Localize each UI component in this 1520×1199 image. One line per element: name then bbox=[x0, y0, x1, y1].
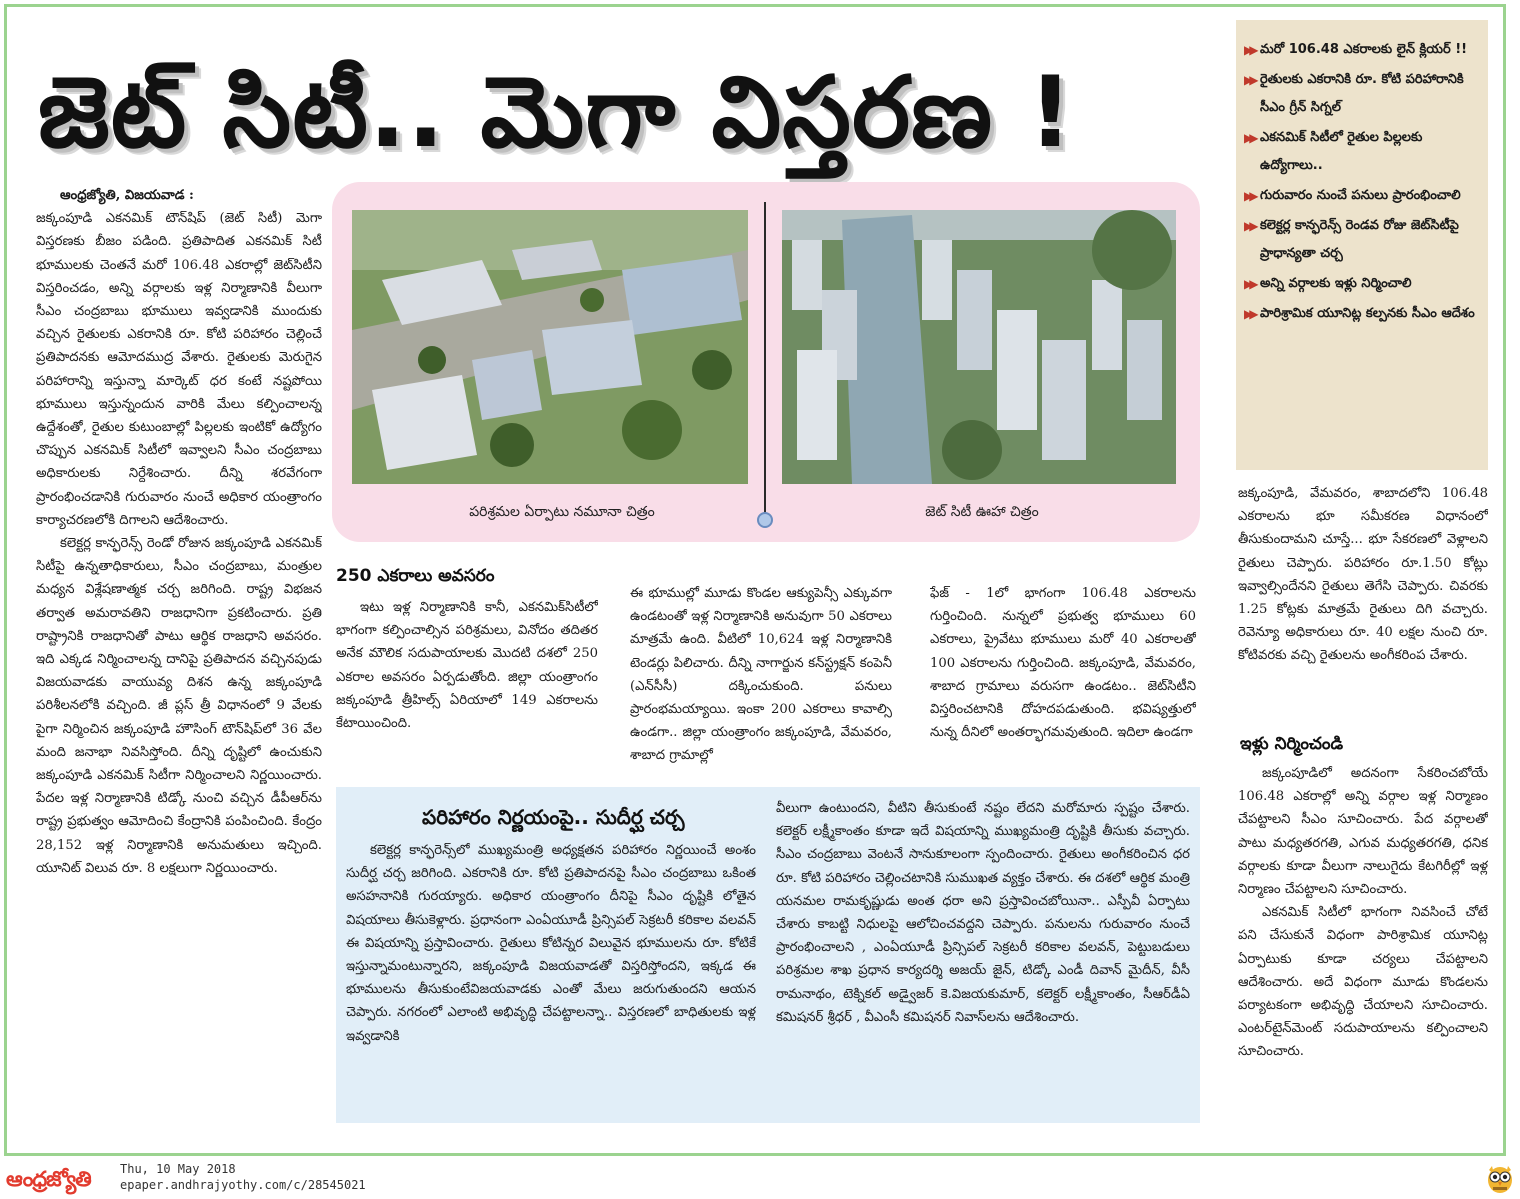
double-arrow-icon: ▶▶ bbox=[1244, 73, 1255, 87]
article-column-5b bbox=[1238, 762, 1488, 1134]
divider-dot bbox=[757, 512, 773, 528]
article-column-1 bbox=[36, 184, 322, 1120]
double-arrow-icon: ▶▶ bbox=[1244, 277, 1255, 291]
highlight-item: ▶▶ మరో 106.48 ఎకరాలకు లైన్ క్లియర్ !! bbox=[1260, 36, 1478, 64]
double-arrow-icon: ▶▶ bbox=[1244, 307, 1255, 321]
footer bbox=[0, 1158, 1520, 1199]
box-column-left bbox=[346, 839, 756, 1119]
highlight-item: ▶▶ ఎకనమిక్ సిటీలో రైతుల పిల్లలకు ఉద్యోగాలు.. bbox=[1260, 124, 1478, 180]
section-subhead: 250 ఎకరాలు అవసరం bbox=[336, 566, 495, 586]
jet-city-render-image bbox=[782, 210, 1176, 484]
box-title: పరిహారం నిర్ణయంపై.. సుదీర్ఘ చర్చ bbox=[422, 805, 685, 829]
article-column-3 bbox=[630, 582, 892, 782]
article-paragraph: జక్కంపూడిలో అదనంగా సేకరించబోయే 106.48 ఎకరాల్లో అన్ని వర్గాల ఇళ్ల నిర్మాణం చేపట్టాలని సీఎం సూచించారు. పేద వర్గాలతో పాటు మధ్యతరగతి, ఎగువ మధ్యతరగతి, ధనిక వర్గాలకు కూడా వీలుగా నాలుగైదు కేటగిరీల్లో ఇళ్ల నిర్మాణం చేపట్టాలని సూచించారు. bbox=[1238, 766, 1488, 898]
highlights-list bbox=[1244, 36, 1478, 328]
industrial-model-image bbox=[352, 210, 748, 484]
article-paragraph: జక్కంపూడి ఎకనమిక్ టౌన్‌షిప్ (జెట్ సిటీ) మెగా విస్తరణకు బీజం పడింది. ప్రతిపాదిత ఎకనమిక్ సిటీ భూములకు చెంతనే మరో 106.48 ఎకరాల్లో జెట్‌సిటీని విస్తరించడం, అన్ని వర్గాలకు ఇళ్ల నిర్మాణానికి వీలుగా సీఎం చంద్రబాబు భూములు ఇవ్వడానికి ముందుకు వచ్చిన రైతులకు ఎకరానికి రూ. కోటి పరిహారం చెల్లించే ప్రతిపాదనకు ఆమోదముద్ర వేశారు. రైతులకు మెరుగైన పరిహారాన్ని ఇస్తున్నా మార్కెట్ ధర కంటే నష్టపోయి భూములు ఇస్తున్నందున వారికి మేలు కల్పించాలన్న ఉద్దేశంతో, రైతుల కుటుంబాల్లో పిల్లలకు ఇంటికో ఉద్యోగం చొప్పున ఎకనమిక్ సిటీలో ఇవ్వాలని సీఎం చంద్రబాబు అధికారులకు నిర్దేశించారు. దీన్ని శరవేగంగా ప్రారంభించడానికి గురువారం నుంచే అధికార యంత్రాంగం కార్యాచరణలోకి దిగాలని ఆదేశించారు. bbox=[36, 211, 322, 528]
article-column-5 bbox=[1238, 482, 1488, 722]
epaper-link[interactable]: epaper.andhrajyothy.com/c/28545021 bbox=[120, 1178, 366, 1192]
highlight-item: ▶▶ గురువారం నుంచే పనులు ప్రారంభించాలి bbox=[1260, 182, 1478, 210]
headline: జెట్ సిటీ.. మెగా విస్తరణ ! bbox=[38, 56, 1074, 170]
left-photo-caption: పరిశ్రమల ఏర్పాటు నమూనా చిత్రం bbox=[469, 504, 655, 520]
column5-subhead: ఇళ్లు నిర్మించండి bbox=[1240, 734, 1344, 754]
highlight-item: ▶▶ కలెక్టర్ల కాన్ఫరెన్స్ రెండవ రోజు జెట్‌సిటీపై ప్రాధాన్యతా చర్చ bbox=[1260, 212, 1478, 268]
highlight-item: ▶▶ అన్ని వర్గాలకు ఇళ్లు నిర్మించాలి bbox=[1260, 270, 1478, 298]
article-paragraph: ఇటు ఇళ్ల నిర్మాణానికి కానీ, ఎకనమిక్‌సిటీలో భాగంగా కల్పించాల్సిన పరిశ్రమలు, వినోదం తదితర అనేక మౌలిక సదుపాయాలకు మొదటి దశలో 250 ఎకరాల అవసరం ఏర్పడుతోంది. జిల్లా యంత్రాంగం జక్కంపూడి త్రీహిల్స్ ఏరియాలో 149 ఎకరాలను కేటాయించింది. bbox=[336, 600, 598, 732]
highlight-item: ▶▶ పారిశ్రామిక యూనిట్ల కల్పనకు సీఎం ఆదేశం bbox=[1260, 300, 1478, 328]
byline: ఆంధ్రజ్యోతి, విజయవాడ : bbox=[60, 188, 194, 203]
right-photo-caption: జెట్ సిటీ ఊహా చిత్రం bbox=[925, 504, 1039, 520]
article-paragraph: ఈ భూముల్లో మూడు కొండల ఆక్యుపెన్సీ ఎక్కువగా ఉండటంతో ఇళ్ల నిర్మాణానికి అనువుగా 50 ఎకరాలు మాత్రమే ఉంది. వీటిలో 10,624 ఇళ్ల నిర్మాణానికి టెండర్లు పిలిచారు. దీన్ని నాగార్జున కన్‌స్ట్రక్షన్ కంపెనీ (ఎన్‌సీసీ) దక్కించుకుంది. పనులు ప్రారంభమయ్యాయి. ఇంకా 200 ఎకరాలు కావాల్సి ఉండగా.. జిల్లా యంత్రాంగం జక్కంపూడి, వేమవరం, శాబాద గ్రామాల్లో bbox=[630, 586, 892, 764]
double-arrow-icon: ▶▶ bbox=[1244, 131, 1255, 145]
article-paragraph: కలెక్టర్ల కాన్ఫరెన్స్‌లో ముఖ్యమంత్రి అధ్యక్షతన పరిహారం నిర్ణయించే అంశం సుదీర్ఘ చర్చ జరిగింది. ఎకరానికి రూ. కోటి ప్రతిపాదనపై సీఎం చంద్రబాబు ఒకింత అసహనానికి గురయ్యారు. అధికార యంత్రాంగం దీనిపై సీఎం దృష్టికి లోతైన విషయాలు తీసుకెళ్లారు. ప్రధానంగా ఎంఏయూడీ ప్రిన్సిపల్ సెక్రటరీ కరికాల వలవన్ ఈ విషయాన్ని ప్రస్తావించారు. రైతులు కోటిన్నర విలువైన భూములను రూ. కోటికే ఇస్తున్నామంటున్నారని, జక్కంపూడి విజయవాడతో విస్తరిస్తోందని, ఇక్కడ ఈ భూములను తీసుకుంటేవిజయవాడకు ఎంతో మేలు జరుగుతుందని ఆయన చెప్పారు. నగరంలో ఎలాంటి అభివృద్ధి చేపట్టాలన్నా.. విస్తరణలో బాధితులకు ఇళ్ల ఇవ్వడానికి bbox=[346, 843, 756, 1044]
article-paragraph: ఫేజ్ - 1లో భాగంగా 106.48 ఎకరాలను గుర్తించింది. నున్నలో ప్రభుత్వ భూములు 60 ఎకరాలు, ప్రైవేటు భూములు మరో 40 ఎకరాలతో 100 ఎకరాలను గుర్తించింది. జక్కంపూడి, వేమవరం, శాబాద గ్రామాలు వరుసగా ఉండటం.. జెట్‌సిటీని విస్తరించటానికి దోహదపడుతుంది. భవిష్యత్తులో నున్న దీనిలో అంతర్భాగమవుతుంది. ఇదిలా ఉండగా bbox=[930, 586, 1196, 741]
highlight-item: ▶▶ రైతులకు ఎకరానికి రూ. కోటి పరిహారానికి సీఎం గ్రీన్ సిగ్నల్ bbox=[1260, 66, 1478, 122]
edition-date: Thu, 10 May 2018 bbox=[120, 1162, 236, 1176]
article-column-4 bbox=[930, 582, 1196, 782]
article-paragraph: వీలుగా ఉంటుందని, వీటిని తీసుకుంటే నష్టం లేదని మరోమారు స్పష్టం చేశారు. కలెక్టర్ లక్ష్మీకాంతం కూడా ఇదే విషయాన్ని ముఖ్యమంత్రి దృష్టికి తీసుకు వచ్చారు. సీఎం చంద్రబాబు వెంటనే సానుకూలంగా స్పందించారు. రైతులు అంగీకరించిన ధర రూ. కోటి పరిహారం చెల్లించటానికి సుముఖత వ్యక్తం చేశారు. ఈ దశలో ఆర్థిక మంత్రి యనమల రామకృష్ణుడు అంత ధరా అని ప్రస్తావించబోయినా.. ఎస్పీవీ ఏర్పాటు చేశారు కాబట్టి నిధులపై ఆలోచించవద్దని చెప్పారు. పనులను గురువారం నుంచే ప్రారంభించాలని , ఎంఏయూడీ ప్రిన్సిపల్ సెక్రటరీ కరికాల వలవన్, పెట్టుబడులు పరిశ్రమల శాఖ ప్రధాన కార్యదర్శి అజయ్ జైన్, టిడ్కో ఎండీ దివాన్ మైదీన్, వీసీ రామనాథం, టెక్నికల్ అడ్వైజర్ కె.విజయకుమార్, కలెక్టర్ లక్ష్మీకాంతం, సీఆర్‌డీఏ కమిషనర్ శ్రీధర్ , వీఎంసీ కమిషనర్ నివాస్‌లను ఆదేశించారు. bbox=[776, 801, 1190, 1025]
double-arrow-icon: ▶▶ bbox=[1244, 189, 1255, 203]
highlights-sidebar bbox=[1236, 20, 1488, 470]
article-column-2 bbox=[336, 596, 598, 776]
photo-panel bbox=[332, 182, 1200, 542]
article-paragraph: జక్కంపూడి, వేమవరం, శాబాదలోని 106.48 ఎకరాలను భూ సమీకరణ విధానంలో తీసుకుందామని చూస్తే... భూ సేకరణలో వెళ్లాలని రైతులు చెప్పారు. పరిహారం రూ.1.50 కోట్లు ఇవ్వాల్సిందేనని రైతులు తెగేసి చెప్పారు. చివరకు 1.25 కోట్లకు మాత్రమే రైతులు దిగి వచ్చారు. రెవెన్యూ అధికారులు రూ. 40 లక్షల నుంచి రూ. కోటివరకు వచ్చి రైతులను అంగీకరింప చేశారు. bbox=[1238, 486, 1488, 664]
double-arrow-icon: ▶▶ bbox=[1244, 43, 1255, 57]
box-column-right bbox=[776, 797, 1190, 1117]
andhrajyothy-logo[interactable]: ఆంధ్రజ్యోతి bbox=[6, 1167, 91, 1191]
double-arrow-icon: ▶▶ bbox=[1244, 219, 1255, 233]
article-paragraph: ఎకనమిక్ సిటీలో భాగంగా నివసించే చోటే పని చేసుకునే విధంగా పారిశ్రామిక యూనిట్ల ఏర్పాటుకు కూడా చర్యలు చేపట్టాలని ఆదేశించారు. అదే విధంగా మూడు కొండలను పర్యాటకంగా అభివృద్ధి చేయాలని సూచించారు. ఎంటర్‌టైన్‌మెంట్ సదుపాయాలను కల్పించాలని సూచించారు. bbox=[1238, 905, 1488, 1060]
photo-divider bbox=[764, 202, 766, 522]
compensation-box bbox=[336, 787, 1200, 1123]
owl-icon[interactable] bbox=[1484, 1162, 1516, 1194]
article-paragraph: కలెక్టర్ల కాన్ఫరెన్స్ రెండో రోజున జక్కంపూడి ఎకనమిక్ సిటీపై ఉన్నతాధికారులు, సీఎం చంద్రబాబు, మంత్రుల మధ్యన విశ్లేషణాత్మక చర్చ జరిగింది. రాష్ట్ర విభజన తర్వాత అమరావతిని రాజధానిగా ప్రకటించారు. ప్రతి రాష్ట్రానికి రాజధానితో పాటు ఆర్థిక రాజధాని అవసరం. ఇది ఎక్కడ నిర్మించాలన్న దానిపై ప్రతిపాదన వచ్చినపుడు విజయవాడకు వాయువ్య దిశన ఉన్న జక్కంపూడి పరిశీలనలోకి వచ్చింది. జీ ప్లస్ త్రీ విధానంలో 9 వేలకు పైగా నిర్మించిన జక్కంపూడి హౌసింగ్ టౌన్‌షిప్‌లో 36 వేల మంది జనాభా నివసిస్తోంది. దీన్ని దృష్టిలో ఉంచుకుని జక్కంపూడి ఎకనమిక్ సిటీగా నిర్మించాలని నిర్ణయించారు. పేదల ఇళ్ల నిర్మాణానికి టిడ్కో నుంచి వచ్చిన డీపీఆర్‌ను రాష్ట్ర ప్రభుత్వం ఆమోదించి కేంద్రానికి పంపించింది. కేంద్రం 28,152 ఇళ్ల నిర్మాణానికి అనుమతులు ఇచ్చింది. యూనిట్ విలువ రూ. 8 లక్షలుగా నిర్ణయించారు. bbox=[36, 536, 322, 876]
